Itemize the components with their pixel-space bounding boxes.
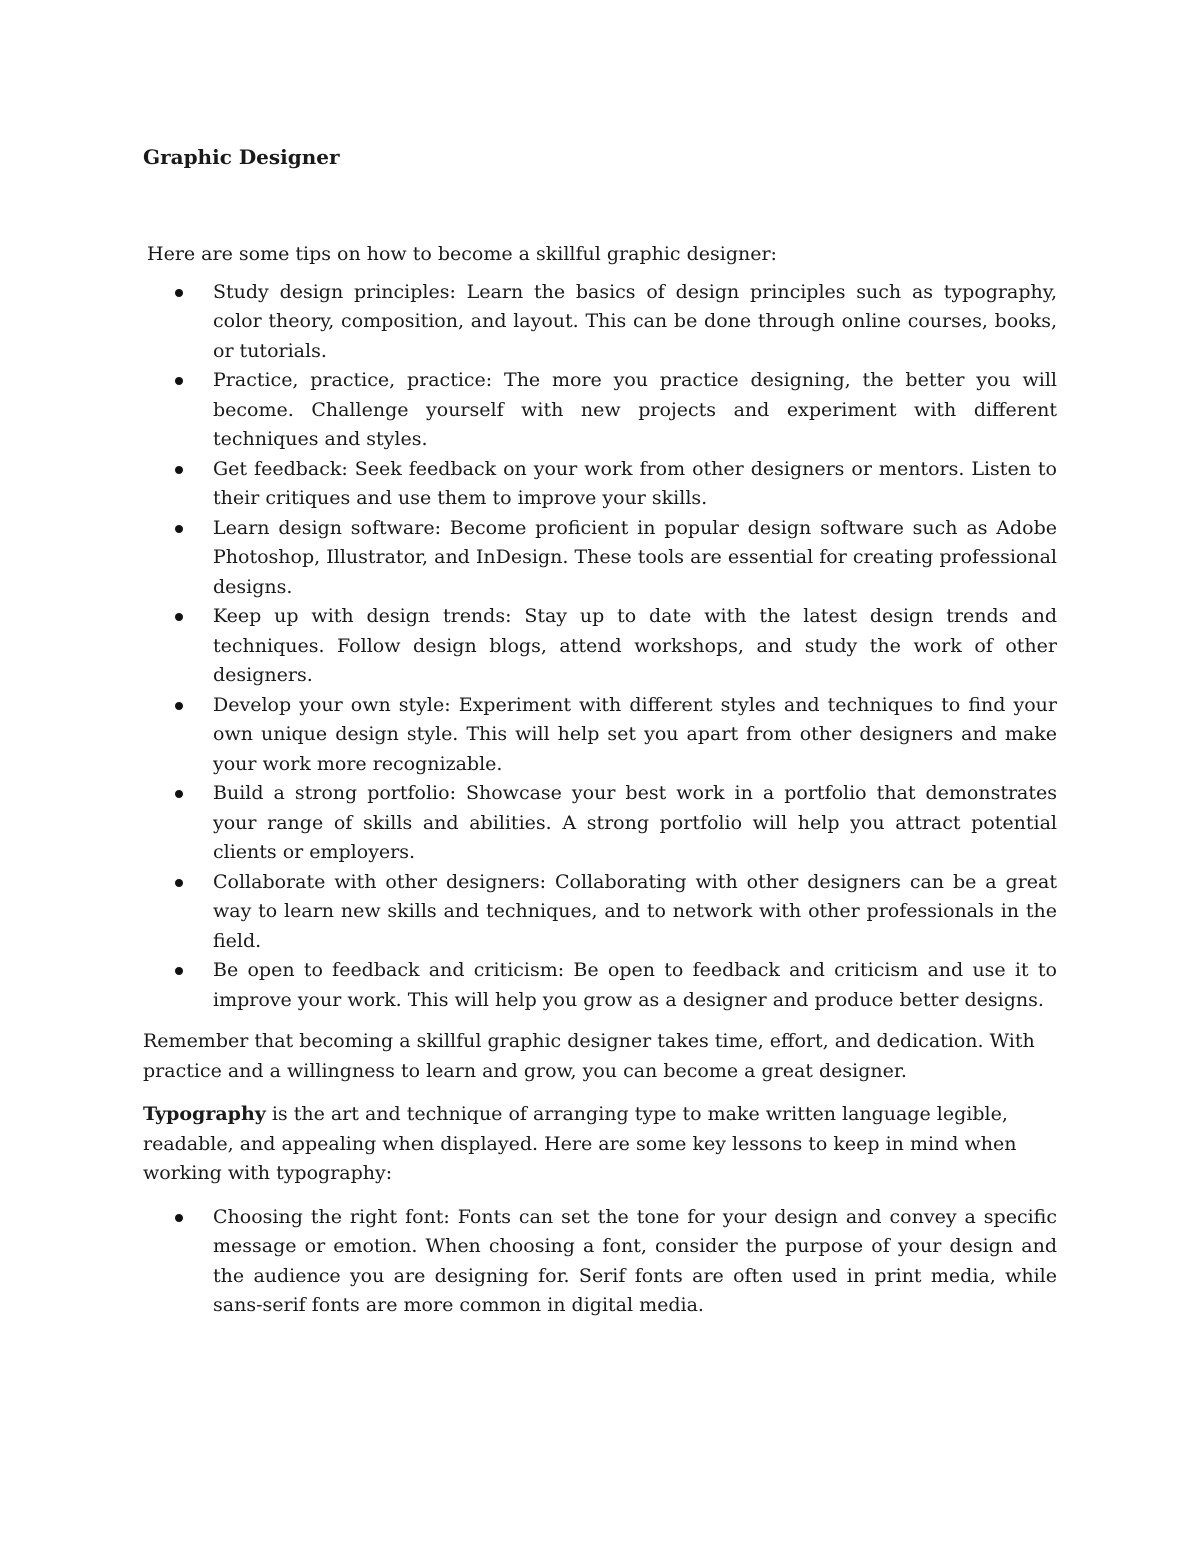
bullet-icon (175, 967, 183, 975)
list-item-text: Build a strong portfolio: Showcase your best work in a portfolio that demonstrates your range of skills and abilities. A strong portfolio will help you attract potential clients or employers. (213, 782, 1057, 863)
tips-list (143, 278, 1057, 1016)
list-item (143, 779, 1057, 868)
list-item-text: Get feedback: Seek feedback on your work from other designers or mentors. Listen to their critiques and use them to improve your skills. (213, 457, 1057, 509)
bullet-icon (175, 289, 183, 297)
list-item-text: Practice, practice, practice: The more you practice designing, the better you will become. Challenge yourself with new projects and experiment with different techniques and styles. (213, 369, 1057, 450)
bullet-icon (175, 790, 183, 798)
list-item (143, 455, 1057, 514)
list-item (143, 691, 1057, 780)
document-page (143, 140, 1057, 1333)
list-item (143, 278, 1057, 367)
list-item-text: Develop your own style: Experiment with different styles and techniques to find your own unique design style. This will help set you apart from other designers and make your work more recognizable. (213, 693, 1057, 775)
list-item-text: Be open to feedback and criticism: Be open to feedback and criticism and use it to improve your work. This will help you grow as a designer and produce better designs. (213, 959, 1057, 1011)
closing-paragraph: Remember that becoming a skillful graphic designer takes time, effort, and dedication. With practice and a willingness to learn and grow, you can become a great designer. (143, 1030, 1035, 1082)
list-item-text: Learn design software: Become proficient in popular design software such as Adobe Photoshop, Illustrator, and InDesign. These tools are essential for creating professional designs. (213, 516, 1057, 598)
list-item (143, 366, 1057, 455)
list-item-text: Choosing the right font: Fonts can set the tone for your design and convey a specific message or emotion. When choosing a font, consider the purpose of your design and the audience you are designing for. Serif fonts are often used in print media, while sans-serif fonts are more common in digital media. (213, 1205, 1057, 1316)
bullet-icon (175, 879, 183, 887)
typography-tips-list (143, 1203, 1057, 1321)
bullet-icon (175, 1214, 183, 1222)
bullet-icon (175, 525, 183, 533)
list-item (143, 868, 1057, 957)
typography-term: Typography (143, 1103, 266, 1125)
document-title: Graphic Designer (143, 145, 340, 169)
list-item (143, 956, 1057, 1015)
list-item (143, 514, 1057, 603)
typography-definition: is the art and technique of arranging type to make written language legible, readable, and appealing when displayed. Here are some key lessons to keep in mind when working with typography: (143, 1103, 1017, 1184)
list-item-text: Collaborate with other designers: Collaborating with other designers can be a great way to learn new skills and techniques, and to network with other professionals in the field. (213, 870, 1057, 952)
bullet-icon (175, 702, 183, 710)
bullet-icon (175, 377, 183, 385)
list-item-text: Study design principles: Learn the basics of design principles such as typography, color theory, composition, and layout. This can be done through online courses, books, or tutorials. (213, 280, 1057, 362)
bullet-icon (175, 466, 183, 474)
typography-paragraph (143, 1100, 1057, 1189)
bullet-icon (175, 613, 183, 621)
list-item (143, 602, 1057, 691)
intro-paragraph: Here are some tips on how to become a skillful graphic designer: (147, 243, 777, 265)
list-item-text: Keep up with design trends: Stay up to date with the latest design trends and techniques. Follow design blogs, attend workshops, and study the work of other designers. (213, 605, 1057, 686)
list-item (143, 1203, 1057, 1321)
